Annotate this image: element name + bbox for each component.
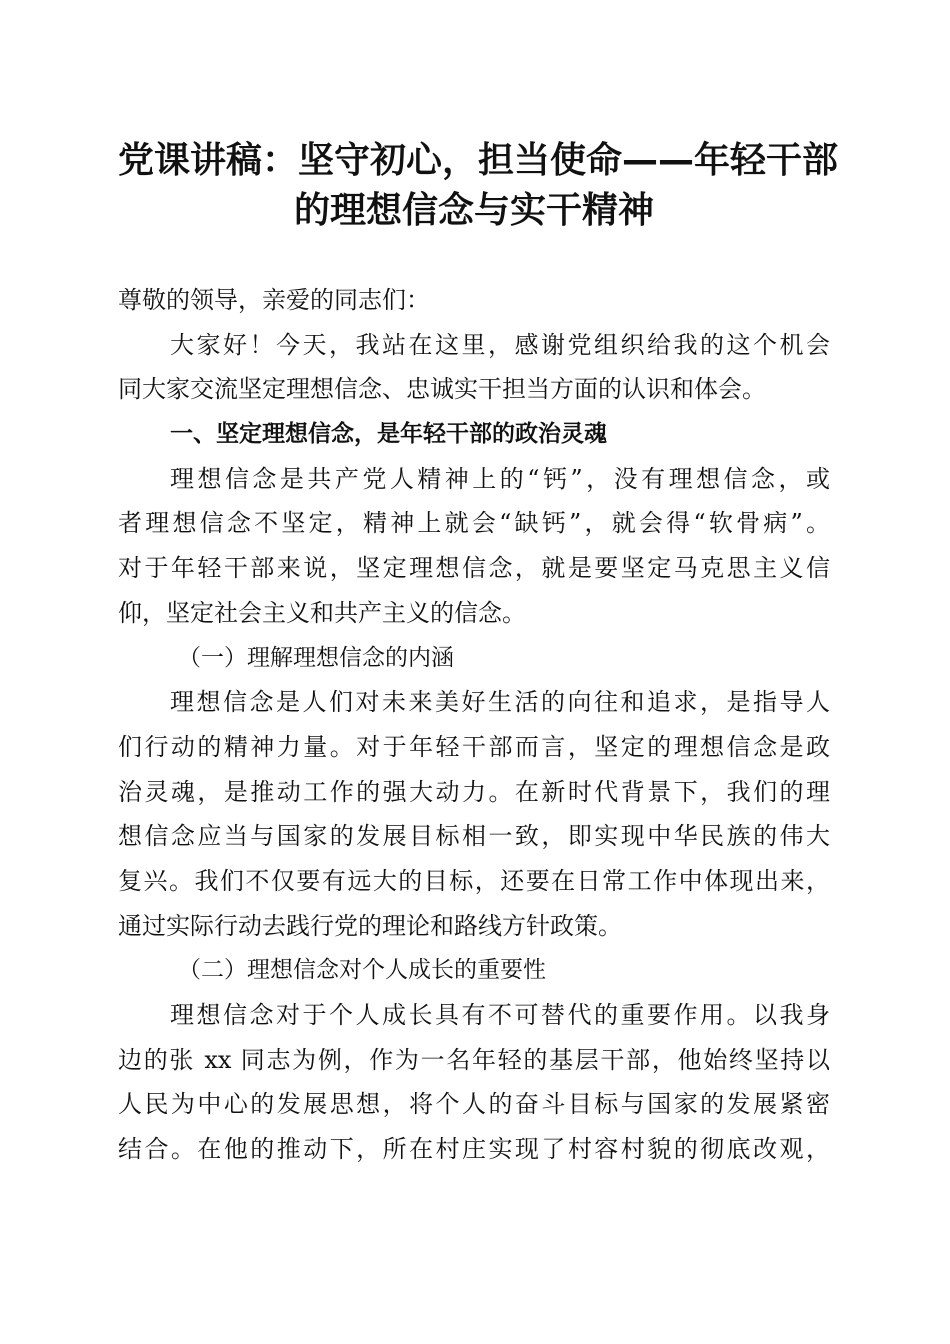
- sub2-para-line-3: 人民为中心的发展思想，将个人的奋斗目标与国家的发展紧密: [118, 1090, 830, 1119]
- sub2-para-line-2: 边的张 xx 同志为例，作为一名年轻的基层干部，他始终坚持以: [118, 1045, 830, 1074]
- section1-para-line-1: 理想信念是共产党人精神上的“钙”，没有理想信念，或: [170, 464, 830, 493]
- sub1-para-line-6: 通过实际行动去践行党的理论和路线方针政策。: [118, 911, 622, 940]
- document-title: [118, 136, 839, 236]
- section1-para-line-3: 对于年轻干部来说，坚定理想信念，就是要坚定马克思主义信: [118, 554, 830, 583]
- intro-line-1: 大家好！今天，我站在这里，感谢党组织给我的这个机会: [170, 330, 830, 359]
- intro-line-2: 同大家交流坚定理想信念、忠诚实干担当方面的认识和体会。: [118, 375, 766, 404]
- title-line-1: 党课讲稿：坚守初心，担当使命——年轻干部: [118, 140, 839, 181]
- document-body: [118, 278, 830, 1172]
- sub1-para-line-4: 想信念应当与国家的发展目标相一致，即实现中华民族的伟大: [118, 822, 830, 851]
- sub1-para-line-5: 复兴。我们不仅要有远大的目标，还要在日常工作中体现出来，: [118, 866, 830, 895]
- title-line-2: 的理想信念与实干精神: [293, 190, 654, 231]
- sub1-para-line-3: 治灵魂，是推动工作的强大动力。在新时代背景下，我们的理: [118, 777, 830, 806]
- sub1-para-line-2: 们行动的精神力量。对于年轻干部而言，坚定的理想信念是政: [118, 732, 830, 761]
- salutation: 尊敬的领导，亲爱的同志们：: [118, 286, 430, 314]
- section-heading-1: 一、坚定理想信念，是年轻干部的政治灵魂: [170, 421, 607, 448]
- subsection-heading-2: （二）理想信念对个人成长的重要性: [178, 957, 546, 984]
- sub2-para-line-4: 结合。在他的推动下，所在村庄实现了村容村貌的彻底改观，: [118, 1135, 830, 1164]
- section1-para-line-2: 者理想信念不坚定，精神上就会“缺钙”，就会得“软骨病”。: [118, 509, 830, 538]
- sub2-para-line-1: 理想信念对于个人成长具有不可替代的重要作用。以我身: [170, 1001, 830, 1029]
- section1-para-line-4: 仰，坚定社会主义和共产主义的信念。: [118, 598, 526, 627]
- subsection-heading-1: （一）理解理想信念的内涵: [178, 644, 454, 671]
- sub1-para-line-1: 理想信念是人们对未来美好生活的向往和追求，是指导人: [170, 688, 830, 717]
